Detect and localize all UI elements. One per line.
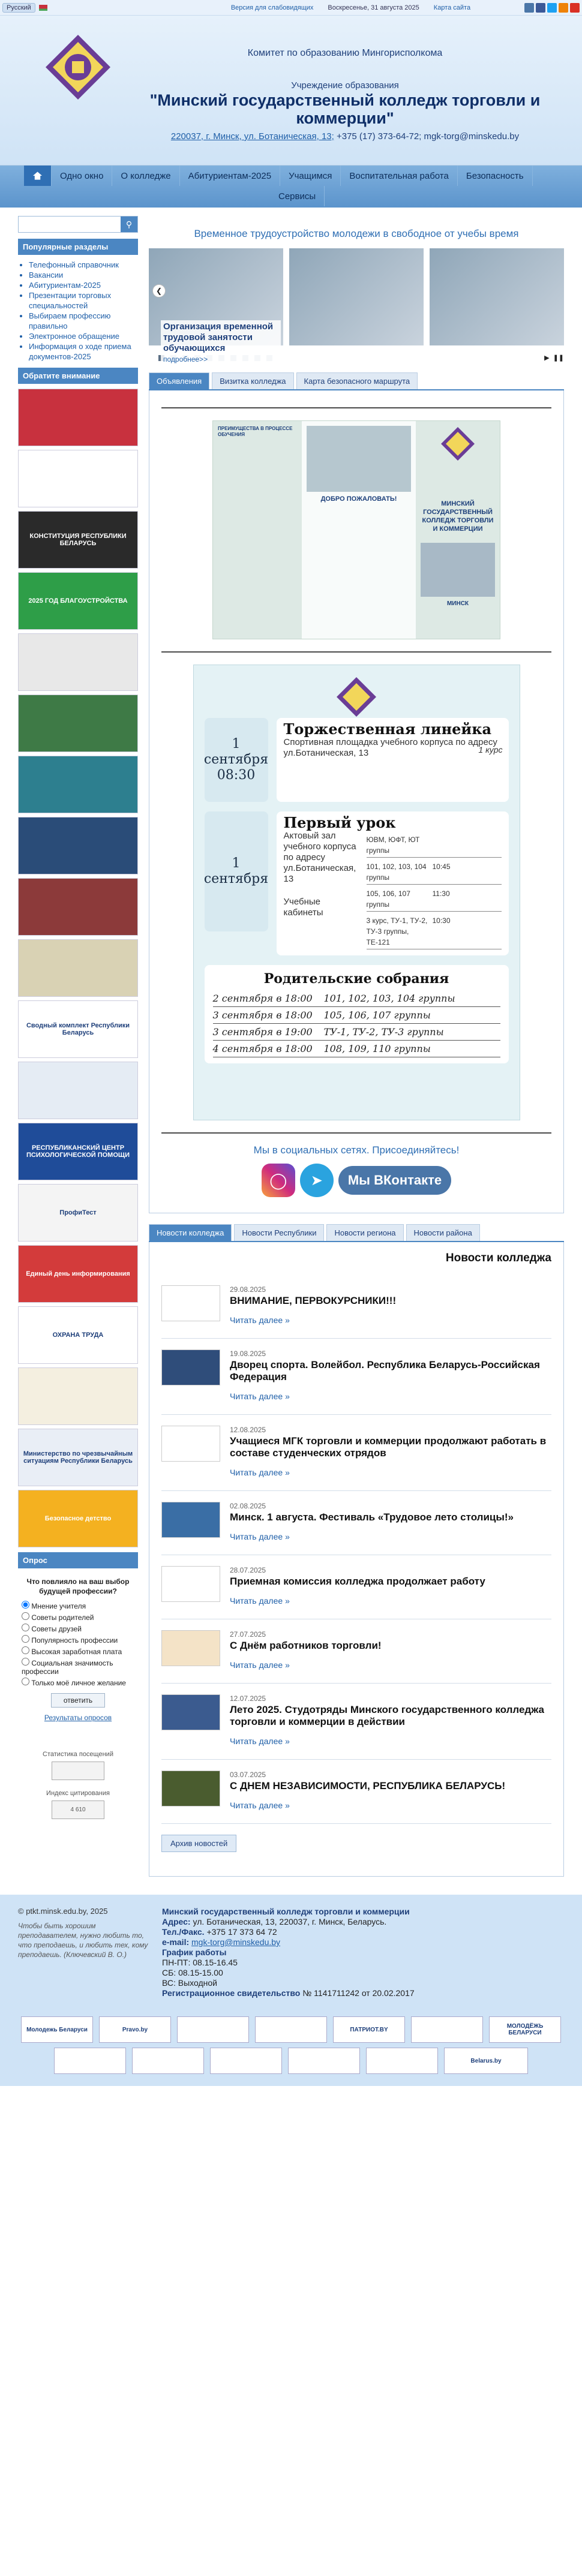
news-date: 12.08.2025 xyxy=(230,1426,266,1434)
news-thumbnail[interactable] xyxy=(161,1426,220,1462)
nav-item-services[interactable]: Сервисы xyxy=(270,186,325,206)
news-read-more-link[interactable]: Читать далее » xyxy=(230,1660,290,1670)
poll-radio[interactable] xyxy=(22,1658,29,1666)
news-item xyxy=(161,1555,551,1619)
news-read-more-link[interactable]: Читать далее » xyxy=(230,1315,290,1325)
main-nav xyxy=(0,166,582,208)
citation-label: Индекс цитирования xyxy=(46,1790,110,1797)
footer-phone: +375 17 373 64 72 xyxy=(206,1927,277,1937)
meeting-groups: 105, 106, 107 группы xyxy=(323,1009,431,1021)
first-lesson-desc-col xyxy=(284,831,362,949)
search-input[interactable] xyxy=(19,217,121,232)
social-headline: Мы в социальных сетях. Присоединяйтесь! xyxy=(253,1144,460,1156)
college-logo-small xyxy=(440,426,476,462)
poster-welcome xyxy=(302,421,416,639)
news-headline[interactable]: С Днём работников торговли! xyxy=(230,1640,382,1651)
poll-option[interactable] xyxy=(22,1601,134,1610)
tab-district-news[interactable]: Новости района xyxy=(406,1224,480,1241)
tab-announcements[interactable]: Объявления xyxy=(149,372,209,389)
sidebar-banner[interactable] xyxy=(18,939,138,997)
schedule-time: 11:30 xyxy=(432,889,450,898)
partner-banner[interactable] xyxy=(366,2048,438,2074)
partner-banner[interactable] xyxy=(21,2016,93,2043)
poll-option[interactable] xyxy=(22,1678,134,1687)
partner-banner[interactable] xyxy=(132,2048,204,2074)
partner-banners xyxy=(0,2010,582,2086)
ceremony-date: 1 сентября 08:30 xyxy=(205,718,268,802)
tab-republic-news[interactable]: Новости Республики xyxy=(234,1224,324,1241)
footer xyxy=(0,1895,582,2010)
news-read-more-link[interactable]: Читать далее » xyxy=(230,1736,290,1746)
ceremony-card xyxy=(277,718,509,802)
news-headline[interactable]: ВНИМАНИЕ, ПЕРВОКУРСНИКИ!!! xyxy=(230,1295,397,1306)
nav-item-one-window[interactable]: Одно окно xyxy=(52,166,112,186)
poll-radio[interactable] xyxy=(22,1678,29,1685)
popular-item[interactable]: • Выбираем профессию правильно xyxy=(29,311,136,331)
director-photo xyxy=(307,426,411,492)
meetings-list xyxy=(213,990,500,1057)
schedule-saturday: СБ: 08.15-15.00 xyxy=(162,1968,223,1977)
sidebar-banner[interactable] xyxy=(18,1062,138,1119)
partner-banner[interactable] xyxy=(411,2016,483,2043)
page-content xyxy=(0,208,582,1877)
first-lesson-body xyxy=(284,831,502,949)
news-headline[interactable]: Лето 2025. Студотряды Минского государственного колледжа торговли и коммерции в действии xyxy=(230,1704,544,1727)
facebook-icon[interactable] xyxy=(536,3,545,13)
news-body xyxy=(230,1694,551,1746)
sidebar-banner[interactable] xyxy=(18,1367,138,1425)
poster-benefits: ПРЕИМУЩЕСТВА В ПРОЦЕССЕ ОБУЧЕНИЯ xyxy=(218,426,293,437)
divider xyxy=(161,1132,551,1134)
chevron-left-icon: ❮ xyxy=(155,287,163,295)
sidebar-banner[interactable] xyxy=(18,878,138,936)
meeting-row xyxy=(213,1041,500,1057)
news-date: 28.07.2025 xyxy=(230,1566,266,1574)
telegram-icon[interactable]: ➤ xyxy=(300,1164,334,1197)
institution-name: "Минский государственный колледж торговли и коммерции" xyxy=(149,91,541,127)
news-headline[interactable]: С ДНЕМ НЕЗАВИСИМОСТИ, РЕСПУБЛИКА БЕЛАРУСЬ! xyxy=(230,1780,506,1792)
news-date: 19.08.2025 xyxy=(230,1349,266,1358)
poll-radio[interactable] xyxy=(22,1612,29,1620)
announcements-panel xyxy=(149,390,564,1213)
news-date: 03.07.2025 xyxy=(230,1771,266,1779)
sidebar-banner[interactable] xyxy=(18,450,138,507)
committee-title: Комитет по образованию Мингорисполкома xyxy=(247,48,443,58)
news-date: 27.07.2025 xyxy=(230,1630,266,1639)
first-lesson-schedule xyxy=(367,833,502,949)
meeting-row xyxy=(213,1007,500,1024)
poll-option-label: Высокая заработная плата xyxy=(31,1648,122,1656)
tab-college-news[interactable]: Новости колледжа xyxy=(149,1224,232,1241)
first-lesson-card xyxy=(277,811,509,955)
sidebar-banner[interactable] xyxy=(18,572,138,630)
play-icon[interactable]: ▶ xyxy=(544,354,550,362)
schedule-groups: 101, 102, 103, 104 группы xyxy=(366,862,427,882)
news-thumbnail[interactable] xyxy=(161,1502,220,1538)
news-item xyxy=(161,1275,551,1339)
tab-safe-route-map[interactable]: Карта безопасного маршрута xyxy=(296,372,418,389)
address-contacts: +375 (17) 373-64-72; mgk-torg@minskedu.by xyxy=(334,131,520,142)
slide-caption xyxy=(161,320,281,365)
news-read-more-link[interactable]: Читать далее » xyxy=(230,1801,290,1810)
schedule-sunday: ВС: Выходной xyxy=(162,1978,217,1988)
sidebar-banner-label: Министерство по чрезвычайным ситуациям Республики Беларусь xyxy=(23,1450,133,1465)
popular-item[interactable]: • Абитуриентам-2025 xyxy=(29,280,136,290)
reg-value: № 1141711242 от 20.02.2017 xyxy=(302,1988,415,1998)
footer-quote: Чтобы быть хорошим преподавателем, нужно любить то, что преподаешь, и любить тех, кому преподаешь. (Ключевский В. О.) xyxy=(18,1922,148,1959)
poll-question: Что повлияло на ваш выбор будущей профессии? xyxy=(26,1577,130,1595)
ceremony-course: 1 курс xyxy=(478,745,503,755)
poll-option-label: Советы друзей xyxy=(31,1625,82,1633)
news-thumbnail[interactable] xyxy=(161,1285,220,1321)
tab-region-news[interactable]: Новости региона xyxy=(326,1224,403,1241)
meeting-row xyxy=(213,1024,500,1041)
news-body xyxy=(230,1426,551,1477)
news-headline[interactable]: Дворец спорта. Волейбол. Республика Беларусь-Российская Федерация xyxy=(230,1359,540,1382)
poll-option-label: Советы родителей xyxy=(31,1613,94,1622)
schedule-row xyxy=(367,833,502,858)
news-read-more-link[interactable]: Читать далее » xyxy=(230,1391,290,1401)
address-link[interactable]: 220037, г. Минск, ул. Ботаническая, 13; xyxy=(170,131,334,142)
sidebar-banner[interactable] xyxy=(18,756,138,813)
meeting-when: 4 сентября в 18:00 xyxy=(212,1043,313,1054)
sitemap-link[interactable]: Карта сайта xyxy=(433,4,471,11)
nav-item-applicants[interactable]: Абитуриентам-2025 xyxy=(180,166,280,186)
footer-contacts xyxy=(162,1907,564,1998)
sidebar-banner[interactable] xyxy=(18,1306,138,1364)
language-select[interactable]: Русский xyxy=(2,3,35,13)
news-date: 02.08.2025 xyxy=(230,1502,266,1510)
home-icon xyxy=(32,171,43,181)
tab-college-card[interactable]: Визитка колледжа xyxy=(212,372,293,389)
sidebar-banner[interactable] xyxy=(18,1490,138,1547)
sidebar xyxy=(18,216,138,1877)
nav-row-2 xyxy=(24,186,582,206)
meeting-row xyxy=(213,990,500,1007)
sidebar-banner-label: РЕСПУБЛИКАНСКИЙ ЦЕНТР ПСИХОЛОГИЧЕСКОЙ ПОМОЩИ xyxy=(26,1144,130,1159)
news-body xyxy=(230,1630,382,1670)
news-headline[interactable]: Минск. 1 августа. Фестиваль «Трудовое лето столицы!» xyxy=(230,1511,514,1523)
news-read-more-link[interactable]: Читать далее » xyxy=(230,1468,290,1477)
poster-welcome-title: ДОБРО ПОЖАЛОВАТЬ! xyxy=(320,495,397,503)
news-archive-button[interactable]: Архив новостей xyxy=(161,1835,236,1852)
popular-item[interactable]: • Телефонный справочник xyxy=(29,260,136,270)
twitter-icon[interactable] xyxy=(547,3,557,13)
poll xyxy=(18,1568,138,1727)
welcome-poster[interactable] xyxy=(212,420,500,639)
partner-label: ПАТРИОТ.BY xyxy=(350,2026,388,2033)
nav-item-safety[interactable]: Безопасность xyxy=(458,166,533,186)
schedule-groups: 3 курс, ТУ-1, ТУ-2, ТУ-3 группы, ТЕ-121 xyxy=(366,916,428,946)
nav-item-students[interactable]: Учащимся xyxy=(280,166,341,186)
pause-icon[interactable]: ❚❚ xyxy=(553,354,564,362)
partner-banner[interactable] xyxy=(255,2016,327,2043)
vk-icon[interactable] xyxy=(524,3,534,13)
poll-radio[interactable] xyxy=(22,1635,29,1643)
instagram-icon[interactable]: ◯ xyxy=(262,1164,295,1197)
counters xyxy=(18,1727,138,1835)
poster-city: МИНСК xyxy=(446,600,469,607)
news-item xyxy=(161,1684,551,1760)
slide-photo[interactable] xyxy=(430,248,564,345)
parent-meetings-title: Родительские собрания xyxy=(263,971,449,987)
citation-counter[interactable] xyxy=(52,1801,104,1819)
copyright: © ptkt.minsk.edu.by, 2025 xyxy=(18,1907,108,1916)
poll-option-label: Социальная значимость профессии xyxy=(22,1659,113,1676)
search-button[interactable] xyxy=(121,217,137,232)
poll-option-label: Только моё личное желание xyxy=(31,1679,126,1687)
accessibility-link[interactable]: Версия для слабовидящих xyxy=(230,4,314,11)
nav-item-about[interactable]: О колледже xyxy=(112,166,179,186)
google-icon[interactable] xyxy=(570,3,580,13)
sidebar-banner[interactable] xyxy=(18,695,138,752)
partner-label: Pravo.by xyxy=(122,2026,148,2033)
search-icon: ⚲ xyxy=(125,219,133,229)
sidebar-banner[interactable] xyxy=(18,817,138,874)
sidebar-banner[interactable] xyxy=(18,1000,138,1058)
meeting-when: 3 сентября в 19:00 xyxy=(212,1026,313,1038)
poll-options xyxy=(22,1601,134,1687)
news-item xyxy=(161,1491,551,1555)
footer-college-name: Минский государственный колледж торговли и коммерции xyxy=(162,1907,410,1916)
schedule-row xyxy=(367,914,502,949)
news-date: 29.08.2025 xyxy=(230,1285,266,1294)
slide-photo[interactable] xyxy=(289,248,424,345)
news-item xyxy=(161,1760,551,1824)
partner-label: Belarus.by xyxy=(470,2057,502,2064)
photo-slider xyxy=(149,248,564,363)
sidebar-banner-label: Единый день информирования xyxy=(26,1270,130,1278)
popular-item[interactable]: • Информация о ходе приема документов-2025 xyxy=(29,341,136,362)
poll-option-label: Популярность профессии xyxy=(31,1636,118,1645)
slider-headline[interactable]: Временное трудоустройство молодежи в свободное от учебы время xyxy=(194,228,519,239)
poll-radio[interactable] xyxy=(22,1601,29,1609)
sidebar-banner[interactable] xyxy=(18,1245,138,1303)
sidebar-banner[interactable] xyxy=(18,633,138,691)
partner-banner[interactable] xyxy=(54,2048,126,2074)
popular-title: Популярные разделы xyxy=(18,239,138,255)
search-box xyxy=(18,216,138,233)
poll-option[interactable] xyxy=(22,1624,134,1633)
news-tabs xyxy=(149,1224,564,1242)
first-lesson-rooms: Учебные кабинеты xyxy=(283,897,323,918)
poll-results-link[interactable]: Результаты опросов xyxy=(44,1714,112,1722)
poll-option[interactable] xyxy=(22,1612,134,1622)
partner-banner[interactable] xyxy=(210,2048,282,2074)
reg-label: Регистрационное свидетельство xyxy=(162,1988,301,1998)
schedule-time: 10:45 xyxy=(432,862,451,871)
slide-caption-title[interactable]: Организация временной трудовой занятости обучающихся xyxy=(163,321,274,353)
meeting-groups: ТУ-1, ТУ-2, ТУ-3 группы xyxy=(323,1026,444,1038)
partner-label: МОЛОДЁЖЬ БЕЛАРУСИ xyxy=(506,2023,544,2036)
schedule-row xyxy=(367,860,502,885)
news-body xyxy=(230,1771,505,1810)
news-list xyxy=(161,1275,551,1824)
odnoklassniki-icon[interactable] xyxy=(559,3,568,13)
first-lesson-row xyxy=(205,811,509,955)
poll-option[interactable] xyxy=(22,1635,134,1645)
news-thumbnail[interactable] xyxy=(161,1771,220,1806)
poster2-logo xyxy=(205,676,509,718)
news-body xyxy=(230,1502,514,1541)
news-item xyxy=(161,1415,551,1491)
slide-more-link[interactable]: подробнее>> xyxy=(163,355,208,363)
top-bar xyxy=(0,0,582,16)
address-label: Адрес: xyxy=(162,1917,191,1926)
flag-icon[interactable] xyxy=(39,5,47,11)
poster-college-name: МИНСКИЙ ГОСУДАРСТВЕННЫЙ КОЛЛЕДЖ ТОРГОВЛИ И КОММЕРЦИИ xyxy=(422,500,494,533)
partner-banner[interactable] xyxy=(177,2016,249,2043)
slider-controls xyxy=(544,354,564,362)
sidebar-banner-label: ПрофиТест xyxy=(59,1209,97,1216)
institution-type: Учреждение образования xyxy=(291,80,399,91)
sidebar-banner-label: Сводный комплект Республики Беларусь xyxy=(26,1022,130,1036)
news-read-more-link[interactable]: Читать далее » xyxy=(230,1532,290,1541)
slider-prev-button[interactable] xyxy=(152,284,166,297)
meeting-groups: 101, 102, 103, 104 группы xyxy=(323,993,455,1004)
partner-banner[interactable] xyxy=(444,2048,528,2074)
news-thumbnail[interactable] xyxy=(161,1566,220,1602)
announcement-tabs xyxy=(149,372,564,390)
stats-label: Статистика посещений xyxy=(43,1751,113,1758)
poster-college xyxy=(416,421,500,639)
partner-banner[interactable] xyxy=(99,2016,171,2043)
banner-list xyxy=(18,384,138,1552)
poll-radio[interactable] xyxy=(22,1624,29,1631)
news-body xyxy=(230,1285,396,1325)
email-label: e-mail: xyxy=(162,1937,190,1947)
poll-option[interactable] xyxy=(22,1658,134,1676)
sidebar-banner-label: 2025 ГОД БЛАГОУСТРОЙСТВА xyxy=(28,597,128,605)
sidebar-banner[interactable] xyxy=(18,511,138,569)
building-photo xyxy=(421,543,495,597)
news-section xyxy=(149,1224,564,1877)
news-headline[interactable]: Учащиеся МГК торговли и коммерции продолжают работать в составе студенческих отрядов xyxy=(230,1435,547,1459)
stats-counter[interactable] xyxy=(52,1762,104,1780)
slide-photo[interactable] xyxy=(149,248,283,363)
sidebar-banner[interactable] xyxy=(18,1429,138,1486)
september-schedule-poster[interactable] xyxy=(193,665,520,1120)
partner-banner[interactable] xyxy=(288,2048,360,2074)
popular-item[interactable]: • Электронное обращение xyxy=(29,331,136,341)
first-lesson-desc: Актовый зал учебного корпуса по адресу ул.Ботаническая, 13 xyxy=(283,831,356,884)
college-logo-poster xyxy=(335,676,377,718)
schedule-time: 10:30 xyxy=(432,916,451,925)
news-item xyxy=(161,1339,551,1415)
header-address xyxy=(0,131,582,142)
social-icons xyxy=(161,1164,551,1197)
meeting-groups: 108, 109, 110 группы xyxy=(323,1043,431,1054)
news-panel xyxy=(149,1242,564,1877)
schedule-weekdays: ПН-ПТ: 08.15-16.45 xyxy=(162,1958,238,1967)
ceremony-desc: Спортивная площадка учебного корпуса по адресу ул.Ботаническая, 13 xyxy=(283,737,497,758)
poll-radio[interactable] xyxy=(22,1646,29,1654)
sidebar-banner[interactable] xyxy=(18,1123,138,1180)
meeting-when: 3 сентября в 18:00 xyxy=(212,1009,313,1021)
vk-button[interactable]: Мы ВКонтакте xyxy=(338,1166,451,1195)
news-read-more-link[interactable]: Читать далее » xyxy=(230,1596,290,1606)
poll-option-label: Мнение учителя xyxy=(31,1602,86,1610)
poll-submit-button[interactable]: ответить xyxy=(51,1693,105,1708)
current-date: Воскресенье, 31 августа 2025 xyxy=(328,4,419,11)
footer-left xyxy=(18,1907,150,1998)
partner-banner[interactable] xyxy=(489,2016,561,2043)
news-thumbnail[interactable] xyxy=(161,1349,220,1385)
schedule-groups: 105, 106, 107 группы xyxy=(366,889,410,909)
ceremony-row xyxy=(205,718,509,802)
news-item xyxy=(161,1619,551,1684)
popular-item[interactable]: • Вакансии xyxy=(29,270,136,280)
poll-title: Опрос xyxy=(18,1552,138,1568)
news-thumbnail[interactable] xyxy=(161,1630,220,1666)
footer-address: ул. Ботаническая, 13, 220037, г. Минск, Беларусь. xyxy=(193,1917,387,1926)
meeting-when: 2 сентября в 18:00 xyxy=(212,993,313,1004)
schedule-label: График работы xyxy=(162,1947,227,1957)
sidebar-banner[interactable] xyxy=(18,389,138,446)
news-date: 12.07.2025 xyxy=(230,1694,266,1703)
news-thumbnail[interactable] xyxy=(161,1694,220,1730)
home-button[interactable] xyxy=(24,166,52,186)
news-headline[interactable]: Приемная комиссия колледжа продолжает работу xyxy=(230,1576,485,1587)
news-title: Новости колледжа xyxy=(445,1252,551,1264)
divider xyxy=(161,407,551,408)
parent-meetings xyxy=(205,965,509,1063)
first-lesson-date: 1 сентября xyxy=(205,811,268,931)
ceremony-title: Торжественная линейка xyxy=(283,720,492,738)
nav-item-education[interactable]: Воспитательная работа xyxy=(341,166,457,186)
news-body xyxy=(230,1566,485,1606)
first-lesson-title: Первый урок xyxy=(283,814,396,831)
divider xyxy=(161,651,551,653)
popular-list xyxy=(18,255,138,368)
sidebar-banner-label: КОНСТИТУЦИЯ РЕСПУБЛИКИ БЕЛАРУСЬ xyxy=(29,533,127,547)
popular-item[interactable]: • Презентации торговых специальностей xyxy=(29,290,136,311)
sidebar-banner-label: Безопасное детство xyxy=(44,1515,112,1522)
footer-email-link[interactable]: mgk-torg@minskedu.by xyxy=(191,1937,281,1947)
partner-banner[interactable] xyxy=(333,2016,405,2043)
schedule-row xyxy=(367,887,502,912)
attention-title: Обратите внимание xyxy=(18,368,138,384)
sidebar-banner[interactable] xyxy=(18,1184,138,1242)
sidebar-banner-label: ОХРАНА ТРУДА xyxy=(52,1331,104,1339)
citation-value: 4 610 xyxy=(70,1806,86,1813)
site-header xyxy=(0,16,582,166)
schedule-groups: ЮВМ, ЮФТ, ЮТ группы xyxy=(366,835,420,855)
poll-option[interactable] xyxy=(22,1646,134,1656)
social-mini-icons xyxy=(524,3,580,13)
main-column xyxy=(149,216,564,1877)
partner-label: Молодежь Беларуси xyxy=(26,2026,88,2033)
phone-label: Тел./Факс. xyxy=(162,1927,205,1937)
news-body xyxy=(230,1349,551,1401)
